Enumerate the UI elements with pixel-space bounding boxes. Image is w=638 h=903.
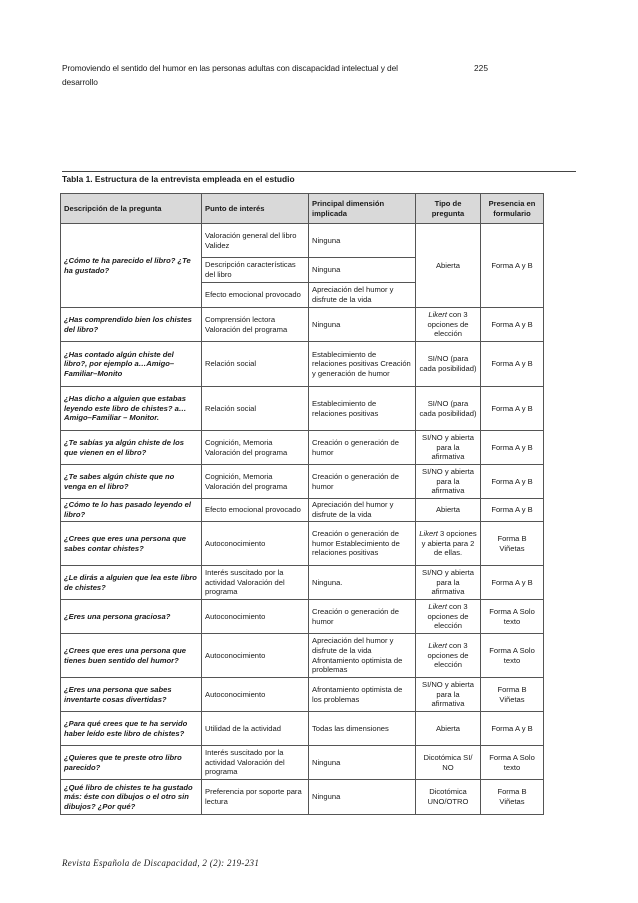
dimension-cell: Creación o generación de humor (309, 600, 416, 634)
type-cell-text: con 3 opciones de elección (427, 310, 469, 339)
question-cell: ¿Crees que eres una persona que sabes contar chistes? (61, 522, 202, 566)
presence-cell: Forma A Solo texto (481, 634, 544, 678)
type-cell: Abierta (416, 712, 481, 746)
question-cell: ¿Te sabías ya algún chiste de los que vienen en el libro? (61, 431, 202, 465)
interest-cell: Cognición, Memoria Valoración del programa (202, 465, 309, 499)
presence-cell: Forma B Viñetas (481, 780, 544, 815)
question-cell: ¿Cómo te ha parecido el libro? ¿Te ha gustado? (61, 224, 202, 308)
dimension-cell: Ninguna (309, 308, 416, 342)
table-row (61, 342, 544, 387)
table-row (61, 387, 544, 431)
presence-cell: Forma A y B (481, 712, 544, 746)
interview-structure-table (60, 193, 544, 815)
table-row (61, 431, 544, 465)
presence-cell: Forma A y B (481, 342, 544, 387)
type-cell (416, 600, 481, 634)
presence-cell: Forma A y B (481, 308, 544, 342)
table-row (61, 522, 544, 566)
dimension-cell: Apreciación del humor y disfrute de la vida (309, 283, 416, 308)
interest-cell: Cognición, Memoria Valoración del programa (202, 431, 309, 465)
presence-cell: Forma A y B (481, 566, 544, 600)
table-row (61, 600, 544, 634)
question-cell: ¿Crees que eres una persona que tienes buen sentido del humor? (61, 634, 202, 678)
dimension-cell: Creación o generación de humor (309, 431, 416, 465)
page-number: 225 (474, 63, 488, 73)
type-cell-italic: Likert (419, 529, 438, 539)
dimension-cell: Ninguna. (309, 566, 416, 600)
presence-cell: Forma A y B (481, 499, 544, 522)
dimension-cell: Creación o generación de humor Establecimiento de relaciones positivas (309, 522, 416, 566)
table-row (61, 465, 544, 499)
interest-cell: Efecto emocional provocado (202, 283, 309, 308)
table-row (61, 712, 544, 746)
question-cell: ¿Qué libro de chistes te ha gustado más: éste con dibujos o el otro sin dibujos? ¿Por qué? (61, 780, 202, 815)
type-cell: Abierta (416, 499, 481, 522)
table-row (61, 746, 544, 780)
type-cell: Abierta (416, 224, 481, 308)
interest-cell: Relación social (202, 342, 309, 387)
type-cell (416, 522, 481, 566)
type-cell-text: 3 opciones y abierta para 2 de ellas. (421, 529, 477, 558)
interest-cell: Preferencia por soporte para lectura (202, 780, 309, 815)
presence-cell: Forma A Solo texto (481, 600, 544, 634)
presence-cell: Forma A Solo texto (481, 746, 544, 780)
type-cell: SI/NO y abierta para la afirmativa (416, 678, 481, 712)
type-cell (416, 634, 481, 678)
presence-cell: Forma A y B (481, 387, 544, 431)
dimension-cell: Establecimiento de relaciones positivas (309, 387, 416, 431)
journal-citation: Revista Española de Discapacidad, 2 (2): 219-231 (62, 858, 260, 868)
dimension-cell: Ninguna (309, 746, 416, 780)
table-row (61, 634, 544, 678)
type-cell-text: con 3 opciones de elección (427, 641, 469, 670)
interest-cell: Interés suscitado por la actividad Valoración del programa (202, 746, 309, 780)
table-row (61, 308, 544, 342)
question-cell: ¿Para qué crees que te ha servido haber leído este libro de chistes? (61, 712, 202, 746)
interest-cell: Autoconocimiento (202, 634, 309, 678)
interest-cell: Descripción características del libro (202, 258, 309, 283)
column-header-type: Tipo de pregunta (416, 194, 481, 224)
dimension-cell: Establecimiento de relaciones positivas Creación y generación de humor (309, 342, 416, 387)
presence-cell: Forma A y B (481, 431, 544, 465)
dimension-cell: Creación o generación de humor (309, 465, 416, 499)
presence-cell: Forma B Viñetas (481, 678, 544, 712)
type-cell (416, 308, 481, 342)
type-cell-italic: Likert (428, 641, 447, 651)
interest-cell: Utilidad de la actividad (202, 712, 309, 746)
running-head: Promoviendo el sentido del humor en las personas adultas con discapacidad intelectual y del desarrollo (62, 63, 398, 87)
type-cell: Dicotómica SI/ NO (416, 746, 481, 780)
interest-cell: Efecto emocional provocado (202, 499, 309, 522)
dimension-cell: Ninguna (309, 224, 416, 258)
column-header-presence: Presencia en formulario (481, 194, 544, 224)
column-header-dimension: Principal dimensión implicada (309, 194, 416, 224)
question-cell: ¿Eres una persona graciosa? (61, 600, 202, 634)
question-cell: ¿Has dicho a alguien que estabas leyendo este libro de chistes? a… Amigo–Familiar – Monitor. (61, 387, 202, 431)
interest-cell: Autoconocimiento (202, 678, 309, 712)
dimension-cell: Ninguna (309, 780, 416, 815)
column-header-question: Descripción de la pregunta (61, 194, 202, 224)
question-cell: ¿Te sabes algún chiste que no venga en el libro? (61, 465, 202, 499)
type-cell: SI/NO (para cada posibilidad) (416, 387, 481, 431)
interview-table-container (60, 193, 543, 815)
type-cell-italic: Likert (428, 310, 447, 320)
question-cell: ¿Quieres que te preste otro libro parecido? (61, 746, 202, 780)
type-cell: SI/NO y abierta para la afirmativa (416, 465, 481, 499)
question-cell: ¿Has comprendido bien los chistes del libro? (61, 308, 202, 342)
type-cell: Dicotómica UNO/OTRO (416, 780, 481, 815)
question-cell: ¿Le dirás a alguien que lea este libro de chistes? (61, 566, 202, 600)
question-cell: ¿Has contado algún chiste del libro?, por ejemplo a…Amigo–Familiar–Monito (61, 342, 202, 387)
dimension-cell: Apreciación del humor y disfrute de la vida (309, 499, 416, 522)
dimension-cell: Todas las dimensiones (309, 712, 416, 746)
table-row (61, 678, 544, 712)
dimension-cell: Afrontamiento optimista de los problemas (309, 678, 416, 712)
question-cell: ¿Cómo te lo has pasado leyendo el libro? (61, 499, 202, 522)
presence-cell: Forma A y B (481, 465, 544, 499)
type-cell-text: con 3 opciones de elección (427, 602, 469, 631)
dimension-cell: Apreciación del humor y disfrute de la vida Afrontamiento optimista de problemas (309, 634, 416, 678)
column-header-interest: Punto de interés (202, 194, 309, 224)
table-row (61, 566, 544, 600)
question-cell: ¿Eres una persona que sabes inventarte cosas divertidas? (61, 678, 202, 712)
presence-cell: Forma A y B (481, 224, 544, 308)
type-cell: SI/NO (para cada posibilidad) (416, 342, 481, 387)
dimension-cell: Ninguna (309, 258, 416, 283)
interest-cell: Interés suscitado por la actividad Valoración del programa (202, 566, 309, 600)
table-row (61, 780, 544, 815)
type-cell: SI/NO y abierta para la afirmativa (416, 566, 481, 600)
interest-cell: Relación social (202, 387, 309, 431)
interest-cell: Comprensión lectora Valoración del programa (202, 308, 309, 342)
interest-cell: Autoconocimiento (202, 522, 309, 566)
table-header-row (61, 194, 544, 224)
table-row (61, 224, 544, 258)
table-row (61, 499, 544, 522)
presence-cell: Forma B Viñetas (481, 522, 544, 566)
interest-cell: Valoración general del libro Validez (202, 224, 309, 258)
table-caption: Tabla 1. Estructura de la entrevista empleada en el estudio (62, 174, 295, 184)
type-cell-italic: Likert (428, 602, 447, 612)
interest-cell: Autoconocimiento (202, 600, 309, 634)
caption-rule (62, 171, 576, 172)
type-cell: SI/NO y abierta para la afirmativa (416, 431, 481, 465)
